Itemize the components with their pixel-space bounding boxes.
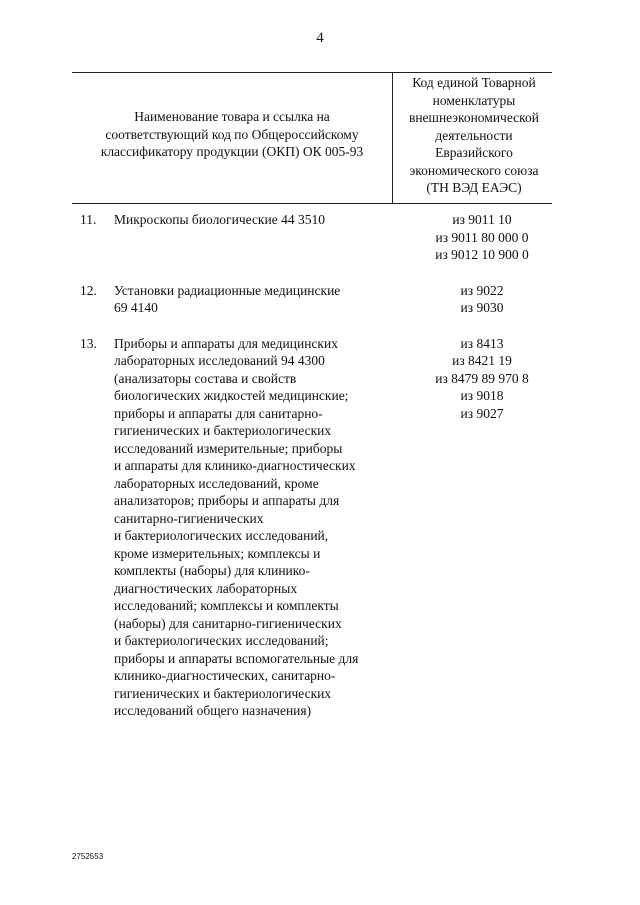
header-bottom-rule xyxy=(72,203,552,204)
table-row xyxy=(0,335,640,720)
product-name-line: комплекты (наборы) для клинико- xyxy=(114,563,310,578)
product-name-line: (наборы) для санитарно-гигиенических xyxy=(114,615,342,631)
product-name-line: Приборы и аппараты для медицинских xyxy=(114,335,338,351)
product-name-line: и бактериологических исследований; xyxy=(114,633,329,648)
product-name-line: лабораторных исследований, кроме xyxy=(114,475,319,491)
product-name-line: и аппараты для клинико-диагностических xyxy=(114,458,356,473)
product-name-line: исследований общего назначения) xyxy=(114,703,312,718)
header-line: экономического союза xyxy=(409,162,539,178)
tn-ved-code: из 9018 xyxy=(460,388,504,403)
header-line: Евразийского xyxy=(435,145,513,160)
header-line: внешнеэкономической xyxy=(408,110,540,125)
product-name-line: исследований измерительные; приборы xyxy=(114,440,343,456)
product-name-line: приборы и аппараты вспомогательные для xyxy=(114,650,359,666)
header-line: соответствующий код по Общероссийскому xyxy=(105,126,359,142)
header-line: номенклатуры xyxy=(432,92,516,108)
tn-ved-code: из 8413 xyxy=(460,335,504,351)
tn-ved-code: из 9027 xyxy=(460,405,504,421)
product-name-line: биологических жидкостей медицинские; xyxy=(114,388,349,403)
tn-ved-code: из 8479 89 970 8 xyxy=(435,370,529,386)
column-header-product-name xyxy=(80,108,384,161)
product-name-line: диагностических лабораторных xyxy=(114,580,298,596)
table-top-rule xyxy=(72,72,552,73)
row-number: 13. xyxy=(80,335,97,351)
header-line: деятельности xyxy=(435,127,513,143)
tn-ved-code: из 8421 19 xyxy=(452,353,512,368)
tn-ved-codes xyxy=(394,282,570,317)
product-name-line: 69 4140 xyxy=(114,300,158,315)
product-name-line: лабораторных исследований 94 4300 xyxy=(114,353,325,368)
product-name-line: кроме измерительных; комплексы и xyxy=(114,545,321,561)
product-name xyxy=(114,211,392,264)
product-name-line: гигиенических и бактериологических xyxy=(114,685,332,701)
row-number: 11. xyxy=(80,212,97,227)
product-name-line: анализаторов; приборы и аппараты для xyxy=(114,493,340,508)
product-name xyxy=(114,335,392,720)
tn-ved-code: из 9012 10 900 0 xyxy=(435,247,529,262)
tn-ved-code: из 9011 10 xyxy=(452,212,512,227)
document-id: 2752553 xyxy=(72,852,104,861)
header-line: Код единой Товарной xyxy=(412,75,536,90)
product-name-line: и бактериологических исследований, xyxy=(114,528,329,543)
product-name-line: клинико-диагностических, санитарно- xyxy=(114,668,336,683)
table-body xyxy=(0,211,640,738)
product-name-line: Микроскопы биологические 44 3510 xyxy=(114,212,325,227)
tn-ved-codes xyxy=(394,335,570,720)
column-header-tn-ved-code xyxy=(398,74,550,197)
product-name-line: (анализаторы состава и свойств xyxy=(114,370,297,386)
tn-ved-codes xyxy=(394,211,570,264)
product-name-line: приборы и аппараты для санитарно- xyxy=(114,405,323,421)
product-name-line: санитарно-гигиенических xyxy=(114,510,264,526)
header-line: классификатору продукции (ОКП) ОК 005-93 xyxy=(100,144,364,159)
header-column-divider xyxy=(392,72,393,204)
tn-ved-code: из 9011 80 000 0 xyxy=(435,229,529,245)
table-row xyxy=(0,211,640,264)
tn-ved-code: из 9022 xyxy=(460,282,504,298)
tn-ved-code: из 9030 xyxy=(460,300,504,315)
header-line: (ТН ВЭД ЕАЭС) xyxy=(426,180,522,195)
product-name-line: Установки радиационные медицинские xyxy=(114,282,341,298)
page-number: 4 xyxy=(316,30,324,46)
product-name-line: исследований; комплексы и комплекты xyxy=(114,598,339,613)
row-number: 12. xyxy=(80,282,97,298)
header-line: Наименование товара и ссылка на xyxy=(134,109,330,124)
table-row xyxy=(0,282,640,317)
product-name xyxy=(114,282,392,317)
product-name-line: гигиенических и бактериологических xyxy=(114,423,332,438)
